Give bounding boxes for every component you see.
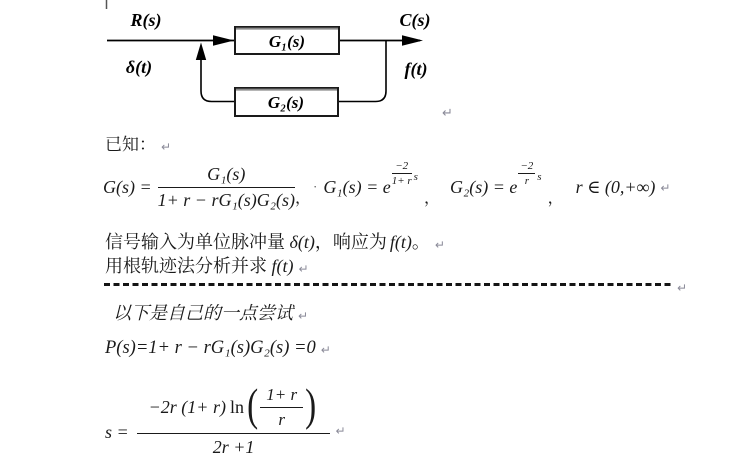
g1-exp-factor: s [413,171,418,183]
g2-equation-lhs: G₂(s) = e [449,176,518,197]
g1-exp-denominator: 1+ r [391,174,412,187]
g1-exponent-fraction [392,160,412,187]
signal-sentence [105,228,445,254]
comma: ， [547,189,564,207]
inner-numerator: 1+ r [260,385,303,408]
return-mark: ↵ [161,140,172,154]
signal-mid: ，响应为 [314,232,387,252]
comma: ， [423,189,440,207]
return-mark: ↵ [298,262,309,276]
root-inner-fraction [260,385,303,430]
given-equations [103,152,670,222]
output-label-top: C(s) [399,10,431,30]
feedback-path-left [201,58,235,102]
output-arrow-icon [402,35,423,46]
g1-exp-numerator: −2 [392,160,412,174]
return-mark: ↵ [677,281,688,295]
output-label-bottom: f(t) [404,59,428,79]
input-label-bottom: δ(t) [125,57,153,77]
g2-exp-factor: s [537,171,542,183]
transfer-lhs: G(s) = [103,176,152,197]
return-mark: ↵ [320,343,331,357]
space-dot: · [312,179,318,194]
known-label: 已知： [105,135,156,154]
return-mark: ↵ [660,181,671,195]
method-pre: 用根轨迹法分析并求 [105,256,272,276]
signal-pre: 信号输入为单位脉冲量 [105,232,290,252]
return-mark: ↵ [434,238,445,252]
inner-denominator: r [278,409,286,429]
signal-period: 。 [411,232,430,252]
domain-text: r ∈ (0,+∞) [575,176,656,197]
root-num-coeff: −2r (1+ r) [148,396,226,417]
g2-exponent-fraction [518,160,535,187]
transfer-fraction [158,164,295,211]
g2-exp-numerator: −2 [520,159,534,172]
g1-equation-lhs: G₁(s) = e [323,176,391,197]
attempt-note [113,299,308,325]
diagram-return-mark: ↵ [442,106,453,121]
g1-exponent [392,160,418,187]
return-mark: ↵ [298,309,309,323]
feedback-up-arrow-icon [196,43,206,61]
transfer-denominator: 1+ r − rG₁(s)G₂(s) [157,189,295,210]
root-fraction [137,379,331,458]
root-denominator: 2r +1 [212,436,255,457]
method-sentence [105,252,309,278]
comma: ， [294,189,311,207]
characteristic-equation [105,338,331,359]
attempt-text: 以下是自己的一点尝试 [113,303,293,323]
delta-math: δ(t) [289,232,315,252]
root-lhs: s = [105,421,129,442]
transfer-numerator: G₁(s) [158,164,295,188]
ln-operator: ln [229,396,244,417]
block-diagram [0,0,730,130]
f-math: f(t) [271,256,294,276]
separator-dashed-line [104,283,672,286]
separator-row [104,283,687,297]
arrow-into-g1-icon [213,35,234,46]
return-mark: ↵ [335,424,346,438]
root-equation [105,376,346,466]
input-label-top: R(s) [130,10,162,30]
root-numerator [137,379,331,434]
g2-exp-denominator: r [524,174,529,187]
char-eq-text: P(s)=1+ r − rG₁(s)G₂(s) =0 [105,338,316,358]
feedback-path-right [339,41,386,102]
open-paren: ( [247,379,259,431]
f-math: f(t) [389,232,412,252]
g1-block-label: G₁(s) [268,32,306,51]
g2-exponent [518,160,541,187]
close-paren: ) [305,379,317,431]
g2-block-label: G₂(s) [267,93,305,112]
